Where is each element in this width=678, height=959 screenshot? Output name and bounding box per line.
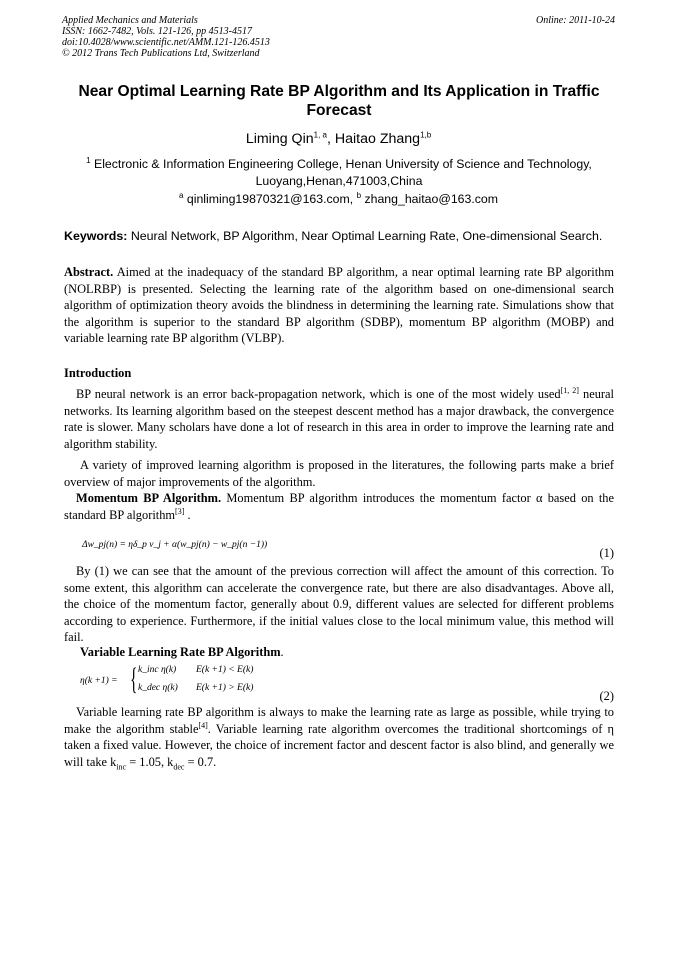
author-name: Liming Qin [245, 131, 314, 147]
paragraph-text: Momentum BP algorithm introduces the momentum factor α based on the standard BP algorithm [64, 491, 614, 522]
email-b[interactable]: zhang_haitao@163.com [364, 192, 498, 206]
section-heading: Introduction [64, 366, 132, 380]
abstract-label: Abstract. [64, 265, 114, 279]
brace-symbol: { [130, 661, 138, 696]
affiliation [66, 156, 612, 190]
author-separator: , [326, 131, 335, 147]
equation-case: k_dec η(k) [138, 683, 178, 693]
email-marker: a [179, 190, 184, 200]
equation-number: (2) [599, 689, 614, 703]
author-name: Haitao Zhang [334, 131, 421, 147]
heading-period: . [280, 645, 284, 659]
author-list [62, 131, 615, 147]
abstract-text: Aimed at the inadequacy of the standard BP algorithm, a near optimal learning rate BP algorithm (NOLRBP) is presented. Selecting the learning rate of the algorithm based on one-dimensional search algorithm of optimization theory avoids the blindness in determining the learning rate. Simulations show that the algorithm is superior to the standard BP algorithm (SDBP), momentum BP algorithm (MOBP) and variable learning rate BP algorithm (VLBP). [64, 265, 614, 345]
paragraph-text: . Variable learning rate algorithm overcomes the traditional shortcomings of η taken a fixed value. However, the choice of increment factor and descent factor is also blind, and generally we will take k [64, 721, 614, 769]
subsection-heading [80, 645, 284, 660]
equation-condition: E(k +1) < E(k) [196, 665, 254, 675]
email-line [62, 192, 615, 206]
author-affiliation-mark: 1,b [420, 130, 432, 140]
citation-ref[interactable]: [4] [198, 720, 208, 730]
intro-paragraph: A variety of improved learning algorithm is proposed in the literatures, the following parts make a brief overview of major improvements of the algorithm. [64, 458, 614, 489]
paragraph-text: neural networks. Its learning algorithm based on the steepest descent method has a major drawback, the convergence rate is slower. Many scholars have done a lot of research in this area in order to improve the learning rate and algorithm stability. [64, 387, 614, 451]
affiliation-marker: 1 [86, 155, 91, 165]
issn-line: ISSN: 1662-7482, Vols. 121-126, pp 4513-4517 [62, 26, 252, 37]
online-date: Online: 2011-10-24 [536, 15, 615, 26]
equation-number: (1) [599, 546, 614, 560]
keywords-label: Keywords: [64, 229, 128, 243]
keywords-text: Neural Network, BP Algorithm, Near Optimal Learning Rate, One-dimensional Search. [130, 229, 603, 243]
journal-name: Applied Mechanics and Materials [62, 15, 198, 26]
paragraph-text: Variable learning rate BP algorithm is always to make the learning rate as large as possible, while trying to make the algorithm stable [64, 705, 614, 736]
copyright-line: © 2012 Trans Tech Publications Ltd, Switzerland [62, 48, 260, 59]
subsection-label: Momentum BP Algorithm. [76, 491, 222, 505]
affiliation-text: Electronic & Information Engineering College, Henan University of Science and Technology, Luoyang,Henan,471003,China [94, 157, 592, 188]
equation-condition: E(k +1) > E(k) [196, 683, 254, 693]
paragraph-text: BP neural network is an error back-propagation network, which is one of the most widely used [76, 387, 561, 401]
equation-2 [80, 661, 280, 700]
page-header [62, 15, 615, 59]
subscript: dec [173, 761, 185, 771]
citation-ref[interactable]: [3] [175, 506, 185, 516]
paragraph-text: . [184, 507, 191, 522]
intro-paragraph [64, 386, 614, 452]
paper-title: Near Optimal Learning Rate BP Algorithm and Its Application in Traffic Forecast [78, 83, 600, 119]
equation-1: Δw_pj(n) = ηδ_p v_j + α(w_pj(n) − w_pj(n −1)) [82, 540, 268, 550]
subscript: inc [116, 761, 127, 771]
email-marker: b [356, 190, 362, 200]
body-paragraph [64, 704, 614, 770]
author-affiliation-mark: 1, a [313, 130, 327, 140]
equation-case: k_inc η(k) [138, 665, 177, 675]
citation-ref[interactable]: [1, 2] [560, 385, 579, 395]
abstract [64, 264, 614, 347]
email-a[interactable]: qinliming19870321@163.com, [186, 192, 354, 206]
doi-line: doi:10.4028/www.scientific.net/AMM.121-126.4513 [62, 37, 270, 48]
subsection-label: Variable Learning Rate BP Algorithm [80, 645, 281, 659]
body-paragraph: By (1) we can see that the amount of the previous correction will affect the amount of this correction. To some extent, this algorithm can accelerate the convergence rate, but there are also disadvantages. Above all, the choice of the momentum factor, generally about 0.9, different values are selected for different problems according to experience. Furthermore, if the initial values close to the local minimum value, this method will fail. [64, 564, 614, 644]
paragraph-text: = 0.7. [184, 754, 217, 769]
equation-lhs: η(k +1) = [80, 676, 118, 686]
keywords [64, 229, 614, 243]
paragraph-text: = 1.05, k [126, 754, 174, 769]
momentum-paragraph [64, 490, 614, 523]
